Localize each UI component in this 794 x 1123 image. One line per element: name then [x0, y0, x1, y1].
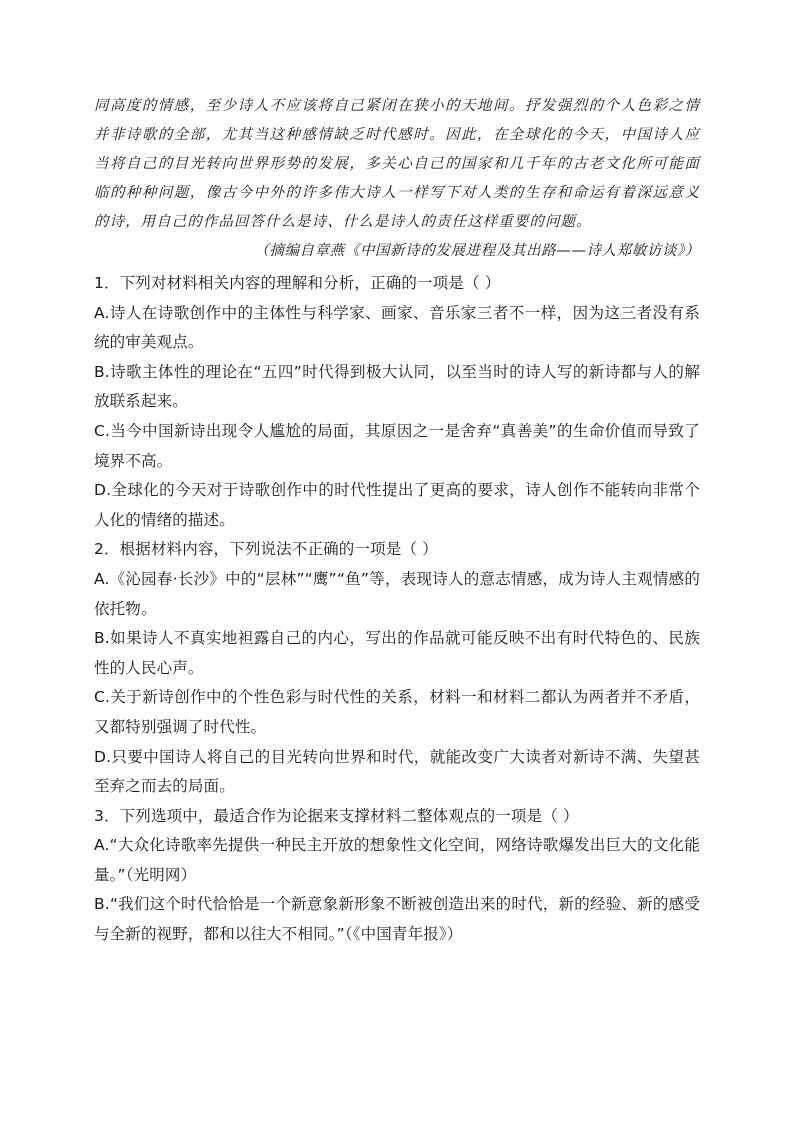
- option-a: A.诗人在诗歌创作中的主体性与科学家、画家、音乐家三者不一样，因为这三者没有系统的审美观点。: [94, 303, 700, 352]
- passage-text: 同高度的情感，至少诗人不应该将自己紧闭在狭小的天地间。抒发强烈的个人色彩之情并非诗歌的全部，尤其当这种感情缺乏时代感时。因此，在全球化的今天，中国诗人应当将自己的目光转向世界形势的发展，多关心自己的国家和几千年的古老文化所可能面临的种种问题，像古今中外的许多伟大诗人一样写下对人类的生存和命运有着深远意义的诗，用自己的作品回答什么是诗、什么是诗人的责任这样重要的问题。: [94, 98, 700, 230]
- passage-excerpt: [94, 92, 700, 266]
- question-3: [94, 802, 700, 950]
- option-d: D.只要中国诗人将自己的目光转向世界和时代，就能改变广大读者对新诗不满、失望甚至弃之而去的局面。: [94, 747, 700, 796]
- question-2: [94, 535, 700, 801]
- option-c: C.关于新诗创作中的个性色彩与时代性的关系，材料一和材料二都认为两者并不矛盾，又都特别强调了时代性。: [94, 688, 700, 736]
- exam-page: [94, 92, 700, 950]
- option-c: C.当今中国新诗出现令人尴尬的局面，其原因之一是舍弃“真善美”的生命价值而导致了境界不高。: [94, 421, 700, 470]
- question-stem: 3．下列选项中，最适合作为论据来支撑材料二整体观点的一项是（ ）: [94, 806, 579, 825]
- option-b: B.“我们这个时代恰恰是一个新意象新形象不断被创造出来的时代，新的经验、新的感受与全新的视野，都和以往大不相同。”（《中国青年报》）: [94, 895, 700, 944]
- option-d: D.全球化的今天对于诗歌创作中的时代性提出了更高的要求，诗人创作不能转向非常个人化的情绪的描述。: [94, 481, 700, 529]
- option-b: B.如果诗人不真实地袒露自己的内心，写出的作品就可能反映不出有时代特色的、民族性的人民心声。: [94, 629, 700, 677]
- question-1: [94, 269, 700, 535]
- question-stem: 1．下列对材料相关内容的理解和分析，正确的一项是（ ）: [94, 274, 501, 292]
- option-a: A.“大众化诗歌率先提供一种民主开放的想象性文化空间，网络诗歌爆发出巨大的文化能量。”（光明网）: [94, 836, 700, 884]
- option-a: A.《沁园春·长沙》中的“层林”“鹰”“鱼”等，表现诗人的意志情感，成为诗人主观情感的依托物。: [94, 569, 700, 618]
- question-stem: 2．根据材料内容，下列说法不正确的一项是（ ）: [94, 540, 438, 559]
- passage-source: （摘编自章燕《中国新诗的发展进程及其出路——诗人郑敏访谈》）: [254, 243, 700, 259]
- option-b: B.诗歌主体性的理论在“五四”时代得到极大认同，以至当时的诗人写的新诗都与人的解放联系起来。: [94, 362, 700, 411]
